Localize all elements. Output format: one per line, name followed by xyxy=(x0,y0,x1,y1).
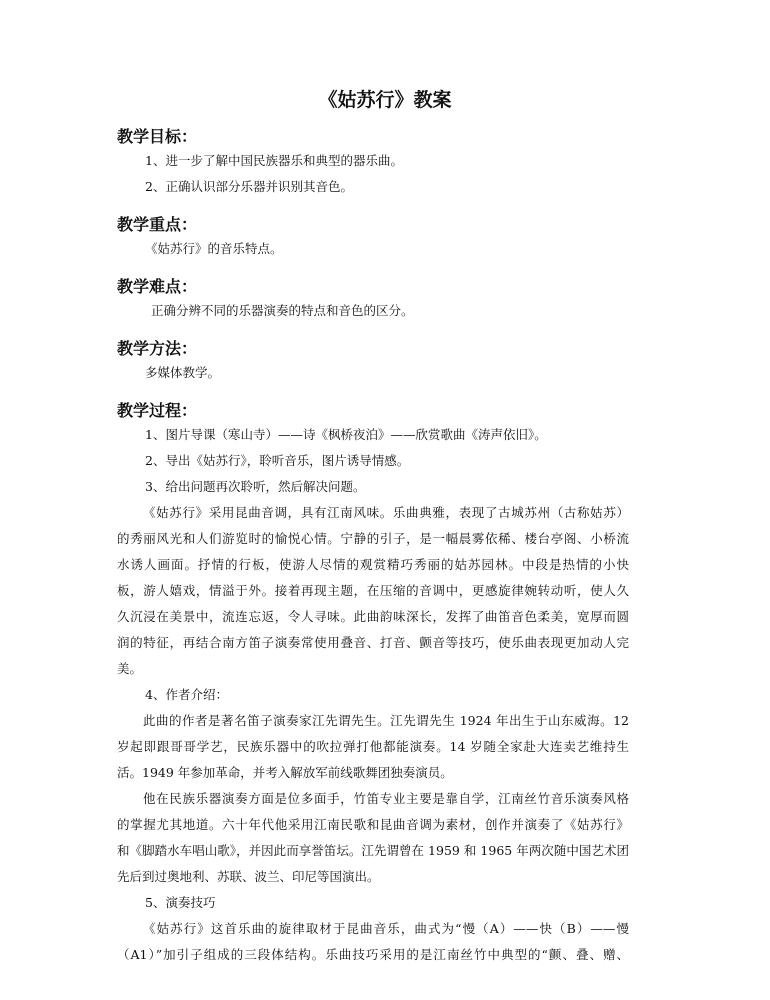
objective-item: 2、正确认识部分乐器并识别其音色。 xyxy=(145,179,353,194)
paragraph-line: 和《脚踏水车唱山歌》，并因此而享誉笛坛。江先谓曾在 1959 和 1965 年两次随中国艺术团 xyxy=(117,843,629,858)
process-heading: 教学过程： xyxy=(117,401,198,420)
paragraph-line: 他在民族乐器演奏方面是位多面手，竹笛专业主要是靠自学，江南丝竹音乐演奏风格 xyxy=(143,791,629,806)
process-step: 4、作者介绍： xyxy=(145,687,228,702)
process-step: 1、图片导课（寒山寺）——诗《枫桥夜泊》——欣赏歌曲《涛声依旧》。 xyxy=(145,427,547,442)
paragraph-line: 岁起即跟哥哥学艺，民族乐器中的吹拉弹打他都能演奏。14 岁随全家赴大连卖艺维持生 xyxy=(117,739,629,754)
paragraph-line: 此曲的作者是著名笛子演奏家江先谓先生。江先谓先生 1924 年出生于山东威海。12 xyxy=(143,713,629,728)
paragraph-line: 《姑苏行》这首乐曲的旋律取材于昆曲音乐，曲式为“慢（A）——快（B）——慢 xyxy=(143,921,629,936)
process-step: 5、演奏技巧 xyxy=(145,895,216,910)
process-step: 2、导出《姑苏行》，聆听音乐，图片诱导情感。 xyxy=(145,453,410,468)
objective-item: 1、进一步了解中国民族器乐和典型的器乐曲。 xyxy=(145,153,403,168)
objectives-heading: 教学目标： xyxy=(117,127,198,146)
paragraph-line: 美。 xyxy=(117,661,143,676)
paragraph-line: 板，游人嬉戏，情溢于外。接着再现主题，在压缩的音调中，更感旋律婉转动听，使人久 xyxy=(117,583,629,598)
paragraph-line: 水诱人画面。抒情的行板，使游人尽情的观赏精巧秀丽的姑苏园林。中段是热情的小快 xyxy=(117,557,629,572)
paragraph-line: 的秀丽风光和人们游览时的愉悦心情。宁静的引子，是一幅晨雾依稀、楼台亭阁、小桥流 xyxy=(117,531,629,546)
process-step: 3、给出问题再次聆听，然后解决问题。 xyxy=(145,479,366,494)
paragraph-line: 久沉浸在美景中，流连忘返，令人寻味。此曲韵味深长，发挥了曲笛音色柔美，宽厚而圆 xyxy=(117,609,629,624)
methods-heading: 教学方法： xyxy=(117,339,198,358)
paragraph-author-career xyxy=(117,786,629,890)
paragraph-line: 的掌握尤其地道。六十年代他采用江南民歌和昆曲音调为素材，创作并演奏了《姑苏行》 xyxy=(117,817,629,832)
paragraph-author-intro xyxy=(117,708,629,786)
key-points-text: 《姑苏行》的音乐特点。 xyxy=(145,241,283,256)
paragraph-line: （A1）”加引子组成的三段体结构。乐曲技巧采用的是江南丝竹中典型的“颤、叠、赠、 xyxy=(117,947,629,962)
paragraph-line: 先后到过奥地利、苏联、波兰、印尼等国演出。 xyxy=(117,869,380,884)
paragraph-music-description xyxy=(117,500,629,682)
paragraph-line: 《姑苏行》采用昆曲音调，具有江南风味。乐曲典雅，表现了古城苏州（古称姑苏） xyxy=(143,505,629,520)
paragraph-technique xyxy=(117,916,629,968)
methods-text: 多媒体教学。 xyxy=(145,365,221,380)
paragraph-line: 活。1949 年参加革命，并考入解放军前线歌舞团独奏演员。 xyxy=(117,765,453,780)
difficulties-heading: 教学难点： xyxy=(117,277,198,296)
key-points-heading: 教学重点： xyxy=(117,215,198,234)
paragraph-line: 润的特征，再结合南方笛子演奏常使用叠音、打音、颤音等技巧，使乐曲表现更加动人完 xyxy=(117,635,629,650)
difficulties-text: 正确分辨不同的乐器演奏的特点和音色的区分。 xyxy=(151,303,414,318)
document-title: 《姑苏行》教案 xyxy=(318,89,452,111)
